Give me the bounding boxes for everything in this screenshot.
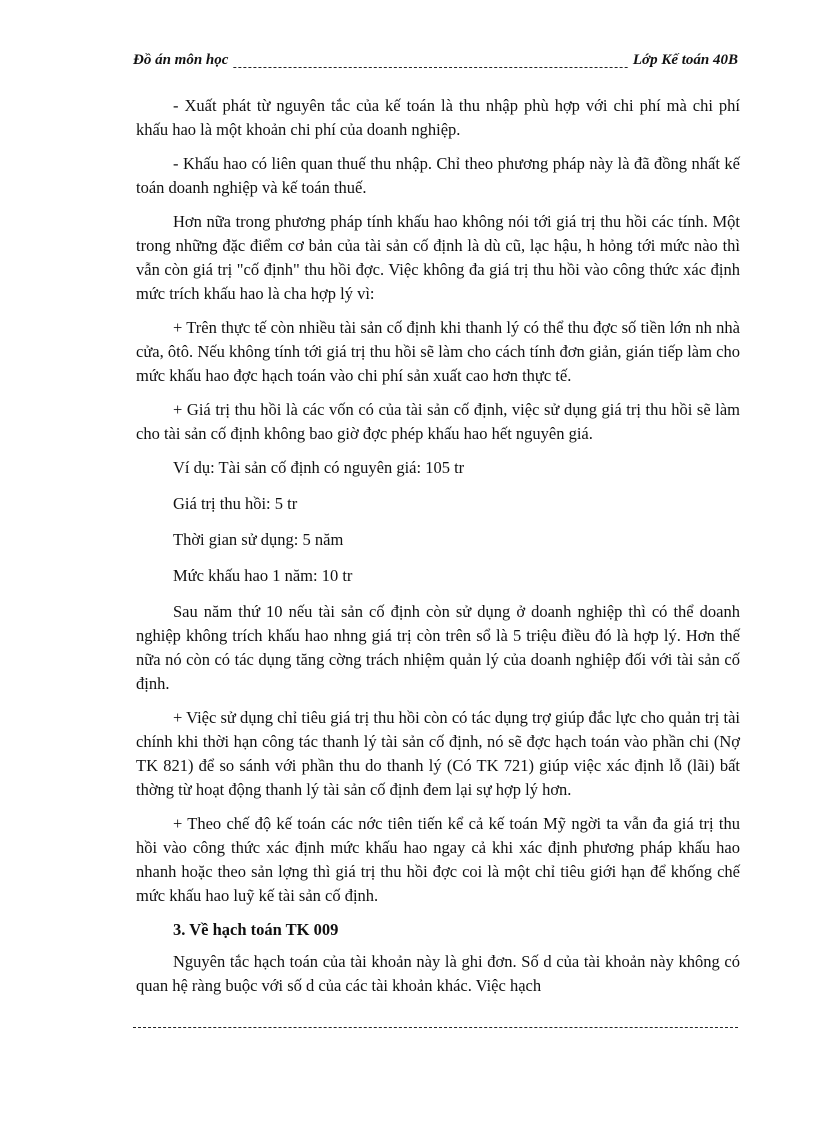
paragraph: + Theo chế độ kế toán các nớc tiên tiến kể cả kế toán Mỹ ngời ta vẫn đa giá trị thu hồi vào công thức xác định mức khấu hao ngay cả khi xác định phương pháp khấu hao nhanh hoặc theo sản lợng thì giá trị thu hồi đợc coi là một chỉ tiêu giới hạn để khống chế mức khấu hao luỹ kế tài sản cố định. — [136, 814, 740, 905]
paragraph: + Trên thực tế còn nhiều tài sản cố định khi thanh lý có thể thu đợc số tiền lớn nh nhà cửa, ôtô. Nếu không tính tới giá trị thu hồi sẽ làm cho cách tính đơn giản, gián tiếp làm cho mức khấu hao đợc hạch toán vào chi phí sản xuất cao hơn thực tế. — [136, 318, 740, 385]
header-left-title: Đồ án môn học — [133, 52, 232, 69]
example-line: Thời gian sử dụng: 5 năm — [173, 530, 344, 549]
section-heading: 3. Về hạch toán TK 009 — [173, 920, 339, 939]
footer-dashed-rule — [133, 1027, 738, 1028]
example-line: Giá trị thu hồi: 5 tr — [173, 494, 298, 513]
example-line: Mức khấu hao 1 năm: 10 tr — [173, 566, 353, 585]
example-line: Ví dụ: Tài sản cố định có nguyên giá: 105 tr — [173, 458, 465, 477]
paragraph: Nguyên tắc hạch toán của tài khoản này là ghi đơn. Số d của tài khoản này không có quan hệ ràng buộc với số d của các tài khoản khác. Việc hạch — [136, 952, 740, 995]
paragraph: Hơn nữa trong phương pháp tính khấu hao không nói tới giá trị thu hồi các tính. Một trong những đặc điểm cơ bản của tài sản cố định là dù cũ, lạc hậu, h hỏng tới mức nào thì vẫn còn giá trị "cố định" thu hồi đợc. Việc không đa giá trị thu hồi vào công thức xác định mức trích khấu hao là cha hợp lý vì: — [136, 212, 740, 303]
paragraph: Sau năm thứ 10 nếu tài sản cố định còn sử dụng ở doanh nghiệp thì có thể doanh nghiệp không trích khấu hao nhng giá trị còn trên sổ là 5 triệu điều đó là hợp lý. Hơn thế nữa nó còn có tác dụng tăng cờng trách nhiệm quản lý của doanh nghiệp đối với tài sản cố định. — [136, 602, 740, 693]
paragraph: + Việc sử dụng chỉ tiêu giá trị thu hồi còn có tác dụng trợ giúp đắc lực cho quản trị tài chính khi thời hạn công tác thanh lý tài sản cố định, nó sẽ đợc hạch toán vào phần chi (Nợ TK 821) để so sánh với phần thu do thanh lý (Có TK 721) giúp việc xác định lỗ (lãi) bất thờng từ hoạt động thanh lý tài sản cố định đem lại sự hợp lý hơn. — [136, 708, 740, 799]
paragraph: - Xuất phát từ nguyên tắc của kế toán là thu nhập phù hợp với chi phí mà chi phí khấu hao là một khoản chi phí của doanh nghiệp. — [136, 96, 740, 139]
document-body — [136, 94, 740, 1008]
paragraph: + Giá trị thu hồi là các vốn có của tài sản cố định, việc sử dụng giá trị thu hồi sẽ làm cho tài sản cố định không bao giờ đợc phép khấu hao hết nguyên giá. — [136, 400, 740, 443]
header-right-title: Lớp Kế toán 40B — [629, 52, 738, 69]
page-header — [133, 52, 738, 76]
paragraph: - Khấu hao có liên quan thuế thu nhập. Chỉ theo phương pháp này là đã đồng nhất kế toán doanh nghiệp và kế toán thuế. — [136, 154, 740, 197]
